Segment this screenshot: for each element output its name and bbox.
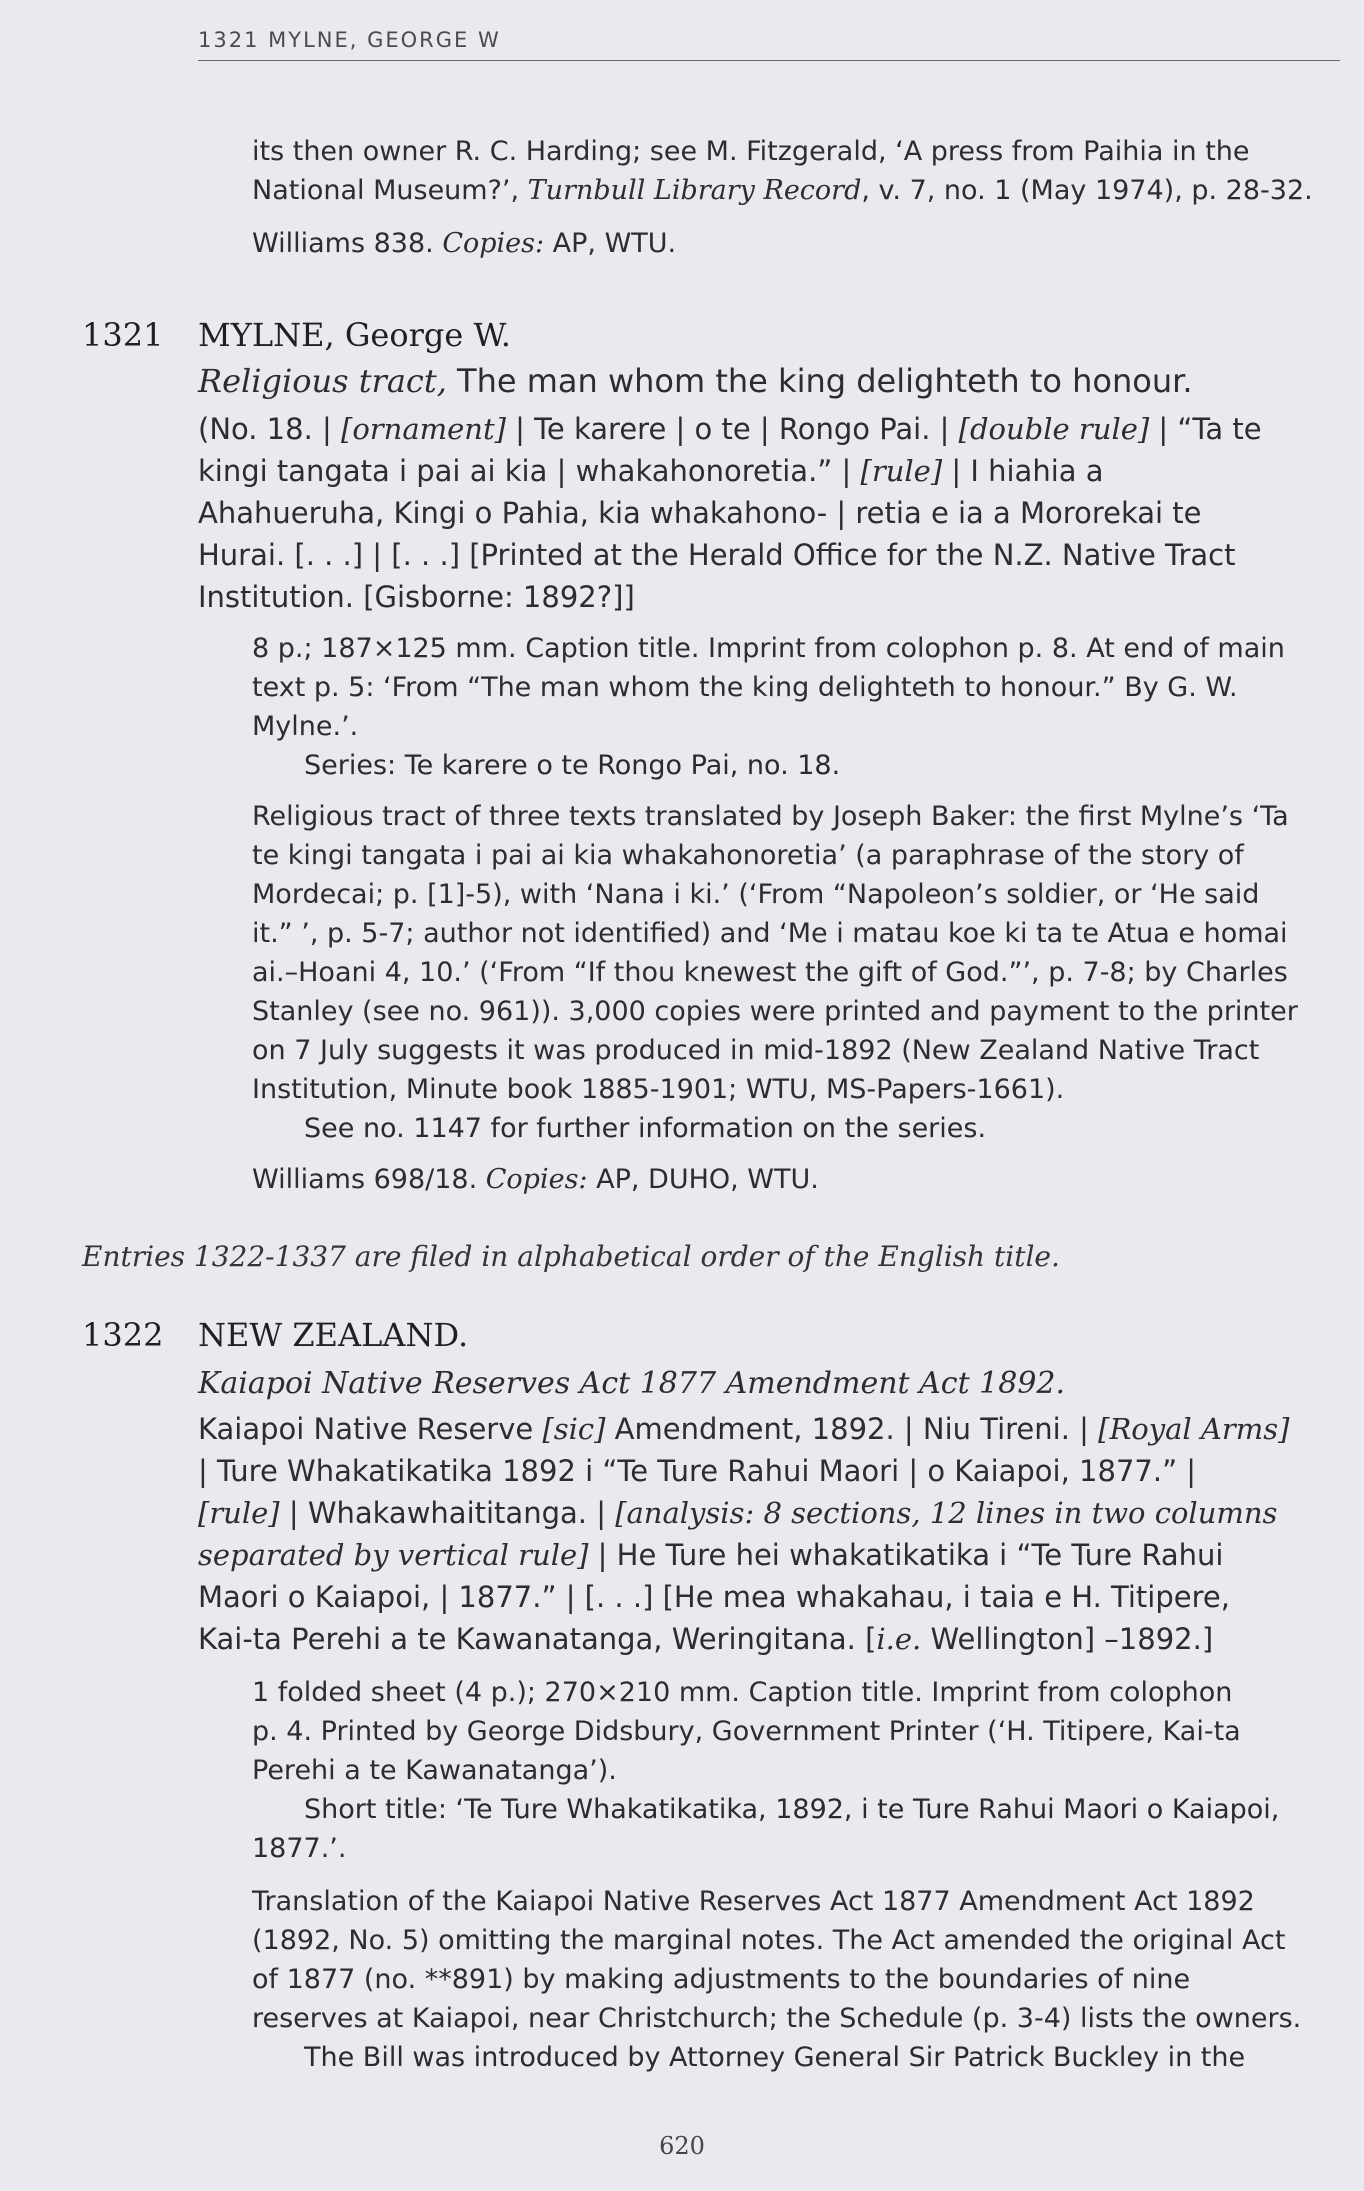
note-line: ai.–Hoani 4, 10.’ (‘From “If thou knewest the gift of God.”’, p. 7-8; by Charles bbox=[252, 957, 1288, 988]
text: [ornament] bbox=[341, 412, 506, 446]
transcription-line bbox=[198, 1618, 1338, 1660]
entry-heading: MYLNE, George W. bbox=[198, 316, 511, 354]
note-line: Stanley (see no. 961)). 3,000 copies were printed and payment to the printer bbox=[252, 996, 1298, 1027]
collation-line: Mylne.’. bbox=[252, 711, 359, 742]
carryover-reference bbox=[252, 224, 1338, 263]
note-line: Religious tract of three texts translated by Joseph Baker: the first Mylne’s ‘Ta bbox=[252, 801, 1289, 832]
transcription-line bbox=[198, 1492, 1338, 1534]
see-also-note: See no. 1147 for further information on the series. bbox=[304, 1113, 987, 1144]
text: [rule] bbox=[198, 1496, 280, 1530]
note-line: reserves at Kaiapoi, near Christchurch; the Schedule (p. 3-4) lists the owners. bbox=[252, 2003, 1302, 2034]
transcription-line: | Ture Whakatikatika 1892 i “Te Ture Rahui Maori | o Kaiapoi, 1877.” | bbox=[198, 1454, 1197, 1488]
text: Williams 838. bbox=[252, 228, 443, 259]
entry-title bbox=[198, 362, 1193, 400]
collation-line: p. 4. Printed by George Didsbury, Government Printer (‘H. Titipere, Kai-ta bbox=[252, 1716, 1241, 1747]
copies-label: Copies: bbox=[442, 228, 545, 259]
text: [sic] bbox=[542, 1412, 606, 1446]
text: (No. 18. | bbox=[198, 412, 342, 446]
collation-line: 1 folded sheet (4 p.); 270×210 mm. Caption title. Imprint from colophon bbox=[252, 1677, 1233, 1708]
text: | Te karere | o te | Rongo Pai. | bbox=[505, 412, 959, 446]
transcription-line bbox=[198, 1534, 1338, 1576]
note-line: Institution, Minute book 1885-1901; WTU, MS-Papers-1661). bbox=[252, 1074, 1065, 1105]
transcription-line: Ahahueruha, Kingi o Pahia, kia whakahono- | retia e ia a Mororekai te bbox=[198, 496, 1202, 530]
transcription-line bbox=[198, 408, 1338, 450]
entry-number: 1322 bbox=[82, 1316, 164, 1354]
text: National Museum?’, bbox=[252, 175, 528, 206]
collation-line: text p. 5: ‘From “The man whom the king delighteth to honour.” By G. W. bbox=[252, 672, 1238, 703]
text: Williams 698/18. bbox=[252, 1164, 486, 1195]
short-title-note-cont: 1877.’. bbox=[252, 1833, 347, 1864]
transcription-line: Hurai. [. . .] | [. . .] [Printed at the Herald Office for the N.Z. Native Tract bbox=[198, 538, 1236, 572]
text: | I hiahia a bbox=[942, 454, 1104, 488]
transcription-line bbox=[198, 1408, 1338, 1450]
transcription-line: Institution. [Gisborne: 1892?]] bbox=[198, 580, 635, 614]
transcription-line bbox=[198, 450, 1338, 492]
running-head: 1321 MYLNE, GEORGE W bbox=[198, 28, 1340, 61]
text: AP, DUHO, WTU. bbox=[587, 1164, 819, 1195]
collation-line: 8 p.; 187×125 mm. Caption title. Imprint from colophon p. 8. At end of main bbox=[252, 633, 1285, 664]
carryover-line-2 bbox=[252, 171, 1338, 210]
note-line: it.” ’, p. 5-7; author not identified) and ‘Me i matau koe ki ta te Atua e homai bbox=[252, 918, 1288, 949]
text: separated by vertical rule] bbox=[198, 1538, 589, 1572]
short-title-note: Short title: ‘Te Ture Whakatikatika, 1892, i te Ture Rahui Maori o Kaiapoi, bbox=[304, 1794, 1280, 1825]
note-line: Translation of the Kaiapoi Native Reserves Act 1877 Amendment Act 1892 bbox=[252, 1886, 1255, 1917]
text: , v. 7, no. 1 (May 1974), p. 28-32. bbox=[861, 175, 1313, 206]
text: | He Ture hei whakatikatika i “Te Ture Rahui bbox=[588, 1538, 1224, 1572]
text: kingi tangata i pai ai kia | whakahonoretia.” | bbox=[198, 454, 861, 488]
title-italic: Religious tract, bbox=[198, 362, 447, 400]
entry-reference bbox=[252, 1160, 1338, 1199]
journal-title: Turnbull Library Record bbox=[527, 175, 862, 206]
title-text: The man whom the king delighteth to honour. bbox=[446, 362, 1193, 400]
entry-title: Kaiapoi Native Reserves Act 1877 Amendment Act 1892. bbox=[198, 1366, 1066, 1401]
filing-note: Entries 1322-1337 are filed in alphabetical order of the English title. bbox=[82, 1240, 1060, 1273]
text: | Whakawhaititanga. | bbox=[279, 1496, 616, 1530]
series-note: Series: Te karere o te Rongo Pai, no. 18. bbox=[304, 750, 841, 781]
entry-heading: NEW ZEALAND. bbox=[198, 1316, 469, 1354]
note-line: (1892, No. 5) omitting the marginal notes. The Act amended the original Act bbox=[252, 1925, 1286, 1956]
note-line: te kingi tangata i pai ai kia whakahonoretia’ (a paraphrase of the story of bbox=[252, 840, 1244, 871]
text: | “Ta te bbox=[1149, 412, 1262, 446]
entry-number: 1321 bbox=[82, 316, 164, 354]
text: [rule] bbox=[860, 454, 943, 488]
text: Kai-ta Perehi a te Kawanatanga, Weringitana. [ bbox=[198, 1622, 877, 1656]
text: [analysis: 8 sections, 12 lines in two columns bbox=[615, 1496, 1278, 1530]
text: [double rule] bbox=[958, 412, 1150, 446]
page-number: 620 bbox=[659, 2132, 705, 2160]
text: AP, WTU. bbox=[544, 228, 677, 259]
text: Kaiapoi Native Reserve bbox=[198, 1412, 543, 1446]
text: Wellington] –1892.] bbox=[921, 1622, 1214, 1656]
transcription-line: Maori o Kaiapoi, | 1877.” | [. . .] [He mea whakahau, i taia e H. Titipere, bbox=[198, 1580, 1230, 1614]
collation-line: Perehi a te Kawanatanga’). bbox=[252, 1755, 617, 1786]
carryover-line-1: its then owner R. C. Harding; see M. Fitzgerald, ‘A press from Paihia in the bbox=[252, 136, 1250, 167]
text: i.e. bbox=[876, 1622, 922, 1656]
copies-label: Copies: bbox=[485, 1164, 588, 1195]
note-line: of 1877 (no. **891) by making adjustments to the boundaries of nine bbox=[252, 1964, 1191, 1995]
note-line: The Bill was introduced by Attorney General Sir Patrick Buckley in the bbox=[304, 2042, 1246, 2073]
text: Amendment, 1892. | Niu Tireni. | bbox=[605, 1412, 1099, 1446]
text: [Royal Arms] bbox=[1098, 1412, 1290, 1446]
note-line: Mordecai; p. [1]-5), with ‘Nana i ki.’ (‘From “Napoleon’s soldier, or ‘He said bbox=[252, 879, 1260, 910]
note-line: on 7 July suggests it was produced in mid-1892 (New Zealand Native Tract bbox=[252, 1035, 1260, 1066]
